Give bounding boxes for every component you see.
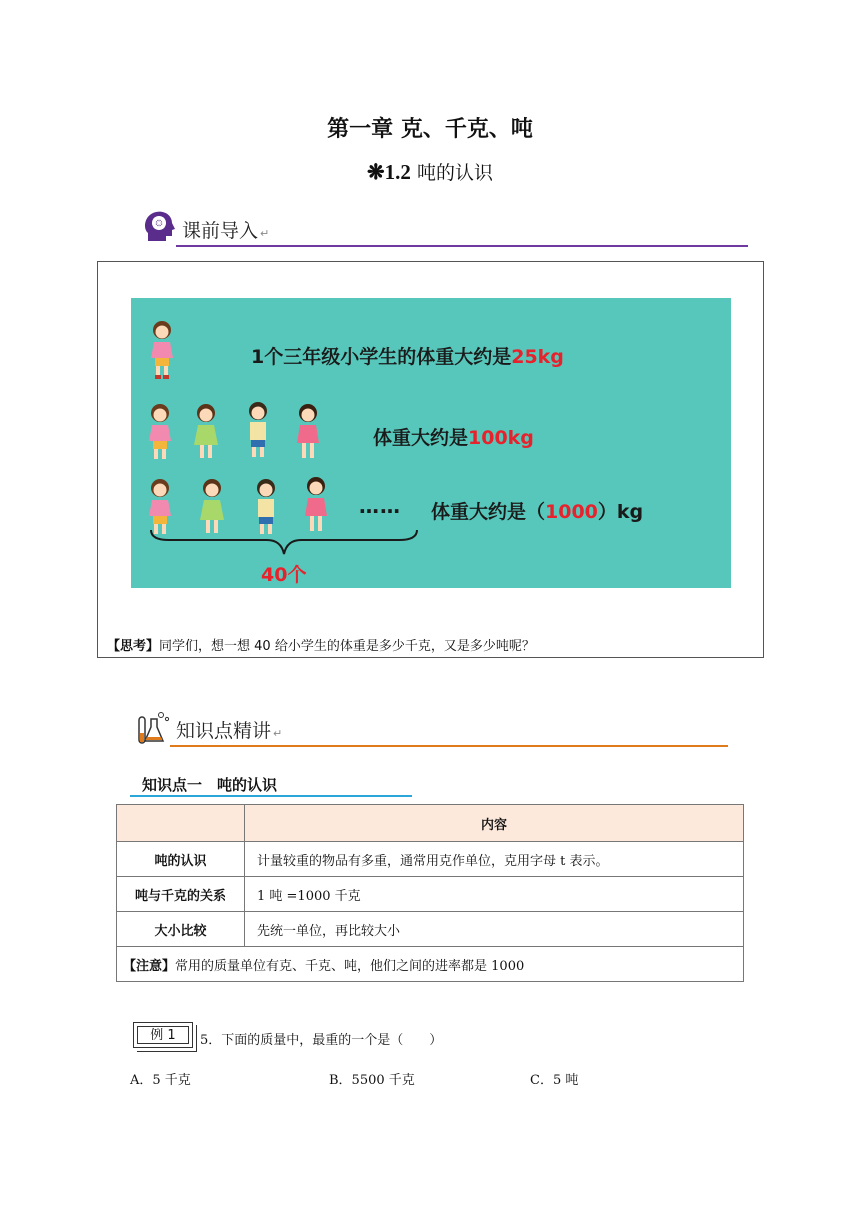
knowledge-point-title: 知识点一 吨的认识	[142, 776, 278, 794]
row-name: 吨与千克的关系	[117, 877, 245, 912]
flask-icon	[134, 707, 174, 747]
intro-banner	[140, 207, 748, 247]
knowledge-banner-line	[170, 745, 728, 747]
table-row	[117, 877, 744, 912]
example-question: 5．下面的质量中，最重的一个是（ ）	[200, 1033, 443, 1048]
think-question: 【思考】同学们，想一想 40 给小学生的体重是多少千克，又是多少吨呢？	[107, 639, 535, 654]
girl-figure	[299, 474, 333, 536]
girl-figure	[189, 401, 223, 463]
intro-banner-line	[176, 245, 748, 247]
row-content: 1 吨 =1000 千克	[245, 877, 744, 912]
intro-line-3: 体重大约是（1000）kg	[431, 501, 644, 523]
option-b[interactable]: B．5500 千克	[329, 1073, 415, 1088]
girl-figure	[291, 401, 325, 463]
table-header-cell	[117, 805, 245, 842]
example-badge	[133, 1022, 193, 1048]
example-badge-label: 例 1	[137, 1026, 189, 1044]
ellipsis-dots: ……	[359, 494, 401, 518]
intro-scene	[131, 298, 731, 588]
row-name: 吨的认识	[117, 842, 245, 877]
girl-figure	[145, 318, 179, 380]
row-content: 先统一单位，再比较大小	[245, 912, 744, 947]
intro-line-1: 1个三年级小学生的体重大约是25kg	[251, 346, 564, 368]
table-header-row	[117, 805, 744, 842]
intro-line-2: 体重大约是100kg	[373, 427, 534, 449]
knowledge-point-underline	[130, 795, 412, 797]
option-a[interactable]: A．5 千克	[130, 1073, 191, 1088]
table-header-cell: 内容	[245, 805, 744, 842]
table-row	[117, 912, 744, 947]
section-number: ❋1.2	[367, 160, 411, 184]
row-name: 大小比较	[117, 912, 245, 947]
boy-figure	[241, 399, 275, 461]
intro-banner-label: 课前导入 ↵	[182, 220, 270, 242]
knowledge-banner	[134, 707, 728, 747]
head-brain-icon	[140, 207, 180, 247]
chapter-title: 第一章 克、千克、吨	[327, 117, 533, 142]
note-cell: 【注意】常用的质量单位有克、千克、吨，他们之间的进率都是 1000	[117, 947, 744, 982]
girl-figure	[143, 401, 177, 463]
option-c[interactable]: C．5 吨	[530, 1073, 579, 1088]
count-label: 40个	[261, 564, 307, 586]
intro-box	[97, 261, 764, 658]
knowledge-table	[116, 804, 744, 982]
row-content: 计量较重的物品有多重，通常用克作单位，克用字母 t 表示。	[245, 842, 744, 877]
knowledge-banner-label: 知识点精讲 ↵	[176, 720, 283, 742]
table-row	[117, 842, 744, 877]
curly-brace	[149, 528, 419, 556]
section-name: 吨的认识	[416, 162, 493, 184]
table-note-row	[117, 947, 744, 982]
section-title	[0, 158, 860, 185]
